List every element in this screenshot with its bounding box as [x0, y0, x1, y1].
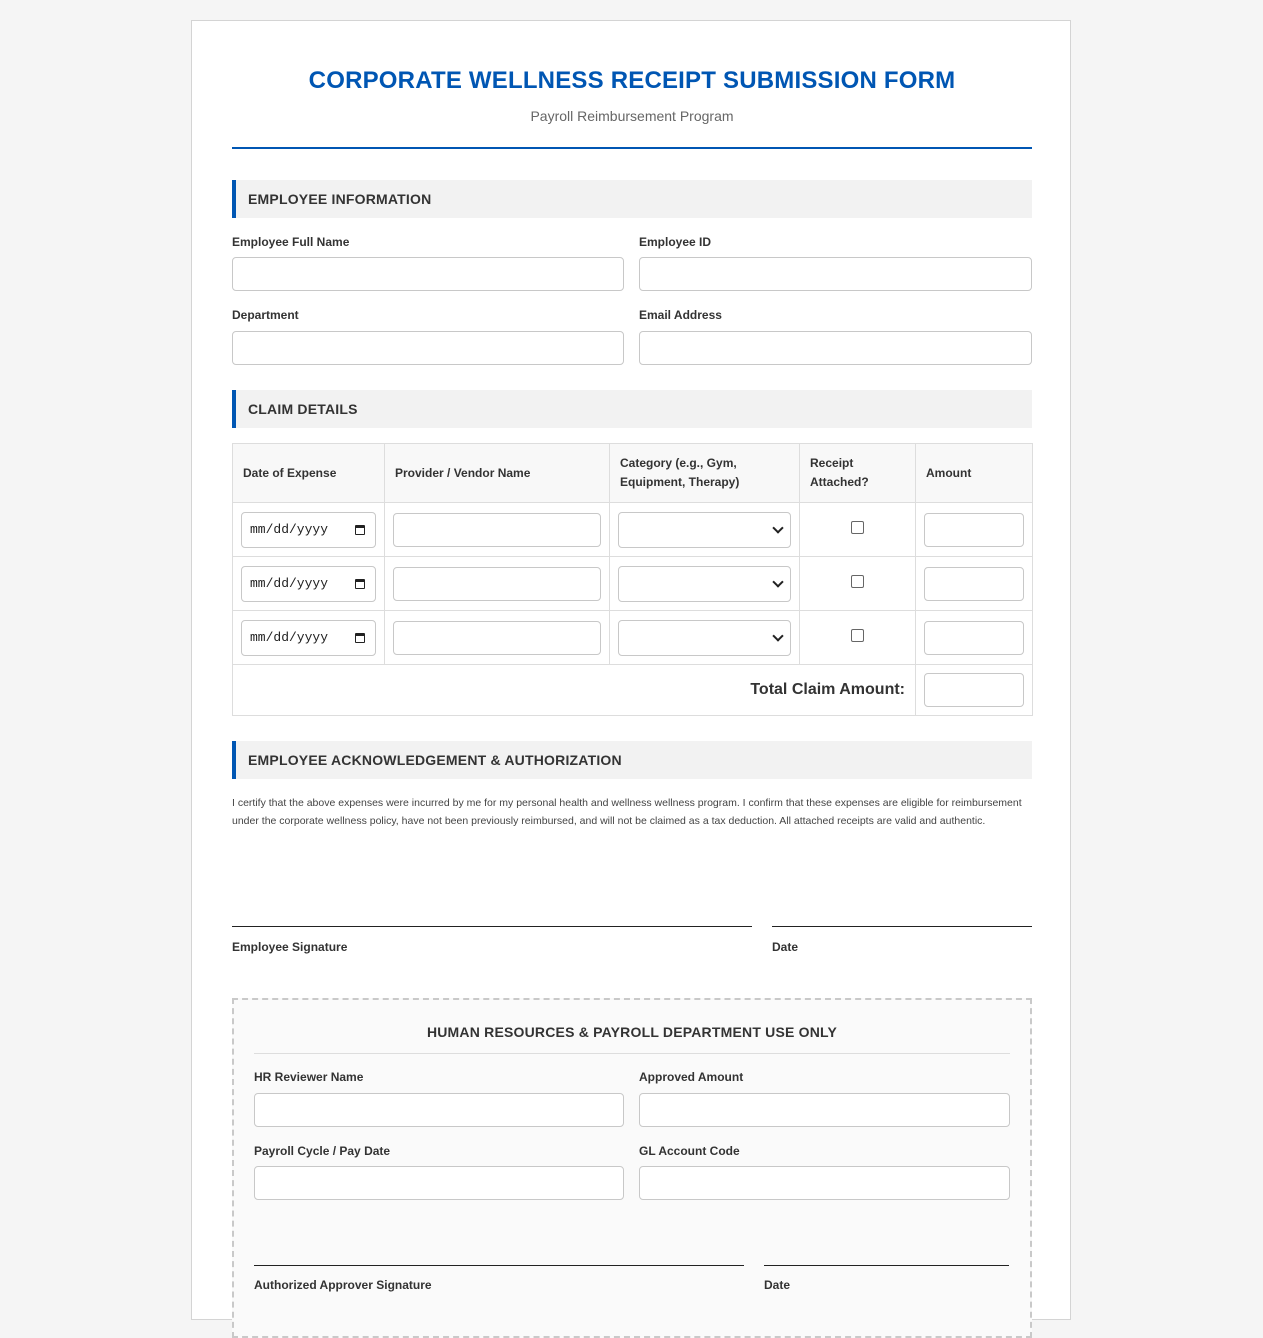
- claims-table-header-row: [233, 444, 1033, 503]
- approver-signature-label: Authorized Approver Signature: [254, 1278, 432, 1292]
- gl-account-code-input[interactable]: [639, 1166, 1010, 1200]
- hr-payroll-section: [232, 998, 1032, 1338]
- employee-full-name-label: Employee Full Name: [232, 235, 350, 249]
- email-address-label: Email Address: [639, 308, 722, 322]
- approved-amount-input[interactable]: [639, 1093, 1010, 1127]
- table-row: [233, 503, 1033, 557]
- column-header-receipt: Receipt Attached?: [800, 444, 916, 503]
- approver-date-line[interactable]: [764, 1265, 1009, 1266]
- acknowledgement-text: I certify that the above expenses were incurred by me for my personal health and wellness wellness program. I confirm that these expenses are eligible for reimbursement under the corporate wellness policy, have not been previously reimbursed, and will not be claimed as a tax deduction. All attached receipts are valid and authentic.: [232, 797, 1022, 827]
- column-header-category: Category (e.g., Gym, Equipment, Therapy): [610, 444, 800, 503]
- hr-section-divider: [254, 1053, 1010, 1054]
- amount-input[interactable]: [924, 513, 1024, 547]
- provider-input[interactable]: [393, 513, 601, 547]
- column-header-amount: Amount: [916, 444, 1033, 503]
- hr-reviewer-name-label: HR Reviewer Name: [254, 1070, 364, 1084]
- chevron-down-icon: [772, 576, 783, 587]
- category-select[interactable]: [618, 566, 791, 602]
- email-address-input[interactable]: [639, 331, 1032, 365]
- form-subtitle: Payroll Reimbursement Program: [530, 108, 734, 124]
- form-page: [191, 20, 1071, 1320]
- chevron-down-icon: [772, 522, 783, 533]
- department-input[interactable]: [232, 331, 624, 365]
- chevron-down-icon: [772, 630, 783, 641]
- receipt-attached-checkbox[interactable]: [851, 521, 864, 534]
- date-placeholder: mm/dd/yyyy: [250, 576, 329, 591]
- section-acknowledgement: EMPLOYEE ACKNOWLEDGEMENT & AUTHORIZATION: [232, 741, 1032, 779]
- category-select[interactable]: [618, 620, 791, 656]
- section-claim-details: CLAIM DETAILS: [232, 390, 1032, 428]
- employee-signature-label: Employee Signature: [232, 940, 348, 954]
- amount-input[interactable]: [924, 621, 1024, 655]
- approver-signature-line[interactable]: [254, 1265, 744, 1266]
- expense-date-input[interactable]: [241, 512, 376, 548]
- approved-amount-label: Approved Amount: [639, 1070, 744, 1084]
- table-row: [233, 557, 1033, 611]
- table-row: [233, 611, 1033, 665]
- employee-full-name-input[interactable]: [232, 257, 624, 291]
- provider-input[interactable]: [393, 567, 601, 601]
- receipt-attached-checkbox[interactable]: [851, 629, 864, 642]
- payroll-cycle-input[interactable]: [254, 1166, 624, 1200]
- employee-signature-line[interactable]: [232, 926, 752, 927]
- calendar-icon[interactable]: [355, 524, 367, 536]
- expense-date-input[interactable]: [241, 566, 376, 602]
- payroll-cycle-label: Payroll Cycle / Pay Date: [254, 1144, 391, 1158]
- date-placeholder: mm/dd/yyyy: [250, 630, 329, 645]
- amount-input[interactable]: [924, 567, 1024, 601]
- date-placeholder: mm/dd/yyyy: [250, 522, 329, 537]
- claims-table: [232, 443, 1033, 716]
- section-employee-information: EMPLOYEE INFORMATION: [232, 180, 1032, 218]
- department-label: Department: [232, 308, 299, 322]
- employee-id-input[interactable]: [639, 257, 1032, 291]
- total-claim-amount-input[interactable]: [924, 673, 1024, 707]
- category-select[interactable]: [618, 512, 791, 548]
- gl-account-code-label: GL Account Code: [639, 1144, 740, 1158]
- receipt-attached-checkbox[interactable]: [851, 575, 864, 588]
- provider-input[interactable]: [393, 621, 601, 655]
- expense-date-input[interactable]: [241, 620, 376, 656]
- hr-reviewer-name-input[interactable]: [254, 1093, 624, 1127]
- employee-date-line[interactable]: [772, 926, 1032, 927]
- hr-section-title: HUMAN RESOURCES & PAYROLL DEPARTMENT USE ONLY: [426, 1024, 838, 1040]
- approver-date-label: Date: [764, 1278, 791, 1292]
- calendar-icon[interactable]: [355, 632, 367, 644]
- column-header-provider: Provider / Vendor Name: [385, 444, 610, 503]
- form-title: CORPORATE WELLNESS RECEIPT SUBMISSION FORM: [308, 67, 956, 94]
- calendar-icon[interactable]: [355, 578, 367, 590]
- employee-id-label: Employee ID: [639, 235, 712, 249]
- column-header-date: Date of Expense: [233, 444, 385, 503]
- total-claim-amount-label: Total Claim Amount:: [233, 665, 916, 716]
- title-divider: [232, 147, 1032, 149]
- total-row: [233, 665, 1033, 716]
- employee-date-label: Date: [772, 940, 799, 954]
